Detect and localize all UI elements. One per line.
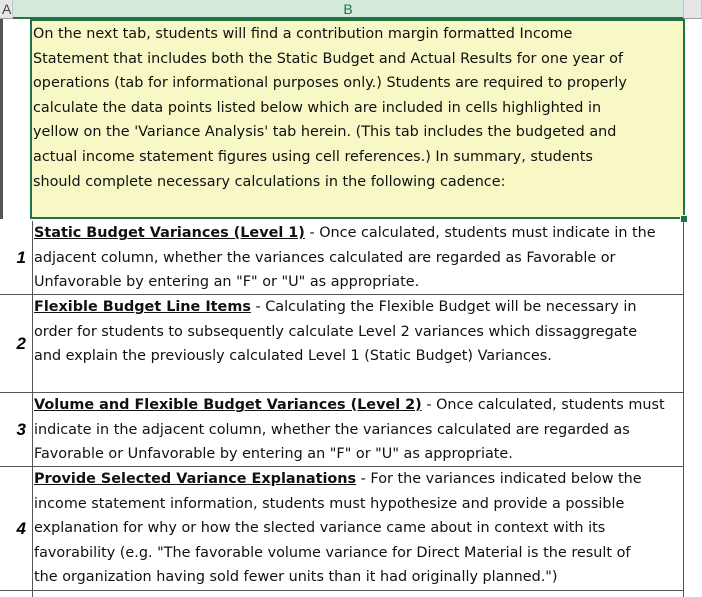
step-text: - Calculating the Flexible Budget will be necessary in: [250, 299, 637, 315]
step-line: indicate in the adjacent column, whether the variances calculated are regarded as: [34, 421, 630, 438]
step-line: the organization having sold fewer units than it had originally planned."): [34, 569, 558, 586]
intro-line: should complete necessary calculations in the following cadence:: [33, 173, 506, 190]
step-text: - Once calculated, students must indicate in the: [304, 225, 656, 241]
step-title: Static Budget Variances (Level 1): [34, 225, 305, 241]
cell-b-intro-selected[interactable]: [30, 19, 685, 219]
step-line: and explain the previously calculated Level 1 (Static Budget) Variances.: [34, 348, 552, 365]
cell-a-step-3[interactable]: 3: [0, 393, 33, 467]
step-line: Favorable or Unfavorable by entering an "F" or "U" as appropriate.: [34, 446, 513, 463]
step-title: Provide Selected Variance Explanations: [34, 471, 357, 487]
cell-b-step-4[interactable]: [33, 467, 684, 591]
cell-b-step-1[interactable]: [33, 221, 684, 295]
column-header-b[interactable]: B: [13, 0, 684, 19]
cell-b-step-2[interactable]: [33, 295, 684, 393]
cell-b-next[interactable]: [33, 591, 684, 597]
step-line: explanation for why or how the slected variance came about in context with its: [34, 520, 606, 537]
step-line: favorability (e.g. "The favorable volume variance for Direct Material is the result of: [34, 544, 631, 561]
step-line: Unfavorable by entering an "F" or "U" as appropriate.: [34, 274, 420, 291]
step-title: Volume and Flexible Budget Variances (Level 2): [34, 397, 422, 413]
intro-line: yellow on the 'Variance Analysis' tab herein. (This tab includes the budgeted and: [33, 124, 617, 141]
column-header-a[interactable]: A: [2, 1, 12, 17]
step-line: order for students to subsequently calculate Level 2 variances which dissaggregate: [34, 323, 638, 340]
cell-a-intro[interactable]: [0, 19, 30, 219]
column-header-c[interactable]: [684, 0, 702, 19]
cell-b-step-3[interactable]: [33, 393, 684, 467]
cell-a-step-4[interactable]: 4: [0, 467, 33, 591]
cell-a-step-1[interactable]: 1: [0, 221, 33, 295]
intro-line: calculate the data points listed below which are included in cells highlighted in: [33, 99, 602, 116]
step-title: Flexible Budget Line Items: [34, 299, 251, 315]
intro-line: actual income statement figures using cell references.) In summary, students: [33, 148, 593, 165]
step-text: - Once calculated, students must: [421, 397, 665, 413]
intro-line: Statement that includes both the Static Budget and Actual Results for one year of: [33, 50, 623, 67]
step-line: adjacent column, whether the variances calculated are regarded as Favorable or: [34, 249, 616, 266]
cell-a-step-2[interactable]: 2: [0, 295, 33, 393]
cell-a-next[interactable]: [0, 591, 33, 597]
step-line: income statement information, students must hypothesize and provide a possible: [34, 495, 625, 512]
intro-line: operations (tab for informational purposes only.) Students are required to properly: [33, 75, 627, 92]
step-text: - For the variances indicated below the: [356, 471, 642, 487]
intro-line: On the next tab, students will find a contribution margin formatted Income: [33, 26, 573, 42]
